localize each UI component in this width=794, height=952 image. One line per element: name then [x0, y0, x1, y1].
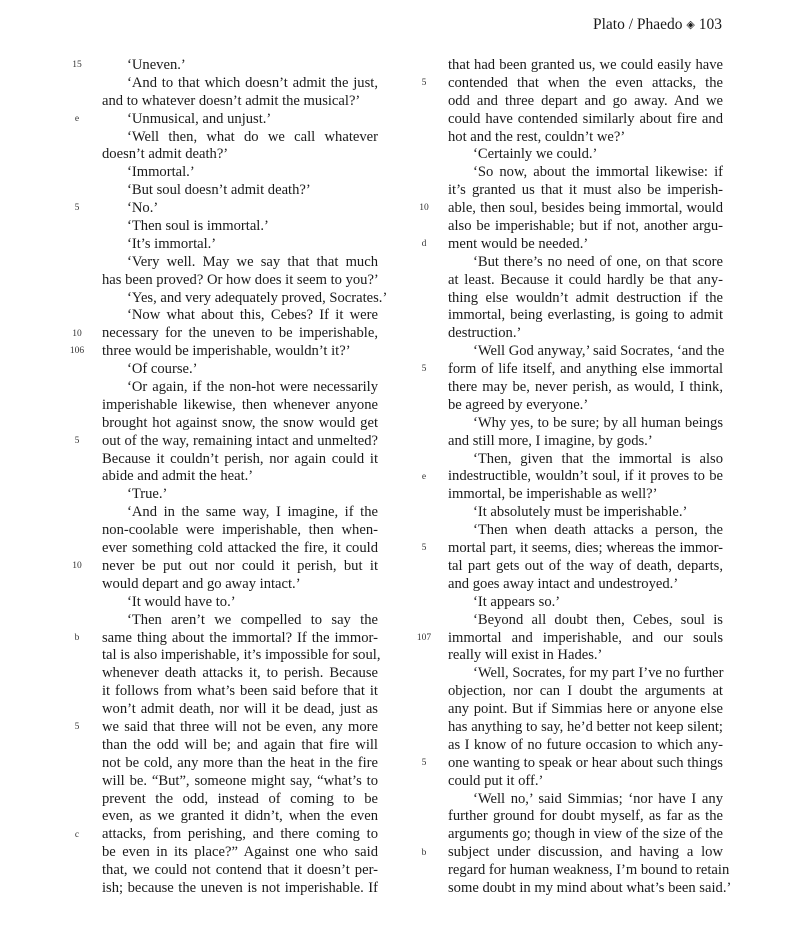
right-text-column [448, 57, 732, 898]
text-line: doesn’t admit death?’ [102, 146, 229, 163]
text-line: and to whatever doesn’t admit the musical?’ [102, 92, 361, 109]
text-line: prevent the odd, instead of coming to be [102, 790, 378, 807]
text-line: imperishable likewise, then whenever anyone [102, 396, 378, 413]
text-line: be agreed by everyone.’ [448, 396, 589, 413]
text-line: also be imperishable; but if not, another argu- [448, 218, 723, 235]
text-line: ‘Immortal.’ [127, 164, 195, 181]
text-line: odd and three depart and go away. And we [448, 92, 723, 109]
text-line: ‘Certainly we could.’ [473, 146, 598, 163]
text-line: form of life itself, and anything else immortal [448, 361, 723, 378]
text-line: really will exist in Hades.’ [448, 647, 603, 664]
page-number: 103 [698, 16, 722, 33]
text-line: ‘Well, Socrates, for my part I’ve no further [473, 665, 724, 682]
text-line: immortal, being everlasting, is going to admit [448, 307, 723, 324]
text-line: brought hot against snow, the snow would get [102, 414, 378, 431]
margin-line-number: 5 [74, 722, 80, 733]
text-line: ‘Unmusical, and unjust.’ [127, 110, 272, 127]
margin-line-number: b [421, 847, 427, 858]
text-line: and still more, I imagine, by gods.’ [448, 432, 653, 449]
margin-line-number: d [421, 239, 427, 249]
margin-line-number: 5 [421, 758, 427, 769]
text-line: that had been granted us, we could easily have [448, 57, 723, 73]
text-line: further ground for doubt myself, as far as the [448, 808, 723, 825]
text-line: would depart and go away intact.’ [102, 575, 301, 592]
text-line: there may be, never perish, as would, I think, [448, 379, 723, 396]
text-line: regard for human weakness, I’m bound to retain [448, 862, 730, 879]
text-line: destruction.’ [448, 325, 522, 342]
text-line: ‘Beyond all doubt then, Cebes, soul is [473, 611, 723, 628]
text-line: ‘Then when death attacks a person, the [473, 522, 723, 539]
text-line: any point. But if Simmias here or anyone else [448, 701, 723, 718]
text-line: three would be imperishable, wouldn’t it?’ [102, 343, 351, 360]
text-line: could put it off.’ [448, 772, 544, 789]
margin-line-number: 10 [419, 203, 429, 214]
text-line: ment would be needed.’ [448, 235, 589, 252]
text-line: ‘Of course.’ [127, 361, 198, 378]
text-line: ‘Then aren’t we compelled to say the [127, 611, 378, 628]
text-line: at least. Because it could hardly be that any- [448, 271, 723, 288]
text-line: ‘Now what about this, Cebes? If it were [127, 307, 378, 324]
text-line: not be cold, any more than the heat in the fire [102, 754, 378, 771]
margin-line-number: 15 [72, 60, 82, 70]
margin-line-number: 10 [72, 561, 82, 572]
text-line: indestructible, wouldn’t soul, if it proves to be [448, 468, 723, 485]
text-line: ‘Yes, and very adequately proved, Socrates.’ [127, 289, 388, 306]
header-separator: / [628, 16, 634, 33]
text-line: ‘Then, given that the immortal is also [473, 450, 723, 467]
margin-line-number: 5 [74, 203, 80, 214]
text-line: be even in its place?” Against one who said [102, 844, 378, 861]
text-line: ‘Very well. May we say that that much [127, 253, 378, 270]
margin-line-number: 5 [74, 435, 80, 446]
text-line: will be. “But”, someone might say, “what’s to [102, 772, 378, 789]
margin-line-number: 5 [421, 364, 427, 375]
text-line: ‘True.’ [127, 486, 168, 503]
text-line: ever something cold attacked the fire, it could [102, 540, 378, 557]
text-line: ‘And in the same way, I imagine, if the [127, 504, 378, 521]
text-line: mortal part, it seems, dies; whereas the immor- [448, 540, 723, 557]
running-header [593, 16, 722, 34]
margin-line-number: 5 [421, 543, 427, 554]
text-line: it follows from what’s been said before that it [102, 683, 378, 700]
text-line: some doubt in my mind about what’s been said.’ [448, 879, 732, 896]
margin-line-number: b [74, 632, 80, 643]
text-line: as I know of no future occasion to which any- [448, 736, 723, 753]
text-line: that, we could not contend that it doesn’t per- [102, 862, 378, 879]
text-line: ‘So now, about the immortal likewise: if [473, 164, 723, 181]
text-line: ‘It absolutely must be imperishable.’ [473, 504, 688, 521]
text-line: ‘Or again, if the non-hot were necessarily [127, 379, 378, 396]
text-line: ‘But there’s no need of one, on that score [473, 253, 723, 270]
left-text-column [102, 57, 388, 898]
text-line: hot and the rest, couldn’t we?’ [448, 128, 626, 145]
text-line: ‘Well no,’ said Simmias; ‘nor have I any [473, 790, 723, 807]
text-line: Because it couldn’t perish, nor again could it [102, 450, 378, 467]
text-line: thing else wouldn’t admit destruction if the [448, 289, 723, 306]
margin-line-number: 106 [69, 346, 85, 357]
text-line: than the odd will be; and again that fire will [102, 736, 378, 753]
text-line: non-coolable were imperishable, then when- [102, 522, 378, 539]
text-line: objection, nor can I doubt the arguments at [448, 683, 723, 700]
text-line: we said that three will not be even, any more [102, 718, 378, 735]
text-line: one wanting to speak or hear about such things [448, 754, 723, 771]
text-line: ‘It’s immortal.’ [127, 235, 217, 252]
text-line: out of the way, remaining intact and unmelted? [102, 432, 378, 449]
text-line: ‘And to that which doesn’t admit the just, [127, 74, 378, 91]
text-line: whenever death attacks it, to perish. Because [102, 665, 378, 682]
text-line: tal is also imperishable, it’s impossible for soul, [102, 647, 381, 664]
text-line: ‘Uneven.’ [127, 57, 186, 73]
text-line: could have contended similarly about fire and [448, 110, 723, 127]
text-line: ‘No.’ [127, 200, 159, 217]
text-line: has anything to say, he’d better not keep silent; [448, 718, 723, 735]
header-work: Phaedo [636, 16, 683, 33]
header-author: Plato [592, 16, 625, 33]
diamond-bullet-icon: ◈ [686, 19, 695, 31]
text-line: ‘But soul doesn’t admit death?’ [127, 182, 311, 199]
text-line: even, as we granted it didn’t, when the even [102, 808, 378, 825]
text-line: it’s granted us that it must also be imperish- [448, 182, 723, 199]
text-line: able, then soul, besides being immortal, would [448, 200, 723, 217]
margin-line-number: 5 [421, 77, 427, 88]
margin-line-number: 10 [72, 328, 82, 339]
text-line: same thing about the immortal? If the immor- [102, 629, 378, 646]
margin-line-number: e [74, 113, 80, 124]
text-line: and goes away intact and undestroyed.’ [448, 575, 679, 592]
text-line: abide and admit the heat.’ [102, 468, 254, 485]
text-line: ‘Why yes, to be sure; by all human beings [473, 414, 723, 431]
text-line: necessary for the uneven to be imperishable, [102, 325, 378, 342]
text-line: tal part gets out of the way of death, departs, [448, 557, 723, 574]
text-line: ‘Well then, what do we call whatever [127, 128, 378, 145]
text-line: arguments go; though in view of the size of the [448, 826, 723, 843]
text-line: contended that when the even attacks, the [448, 74, 723, 91]
text-line: immortal, be imperishable as well?’ [448, 486, 658, 503]
text-line: attacks, from perishing, and there coming to [102, 826, 378, 843]
text-line: won’t admit death, nor will it be dead, just as [102, 701, 378, 718]
margin-line-number: e [421, 471, 427, 482]
margin-line-number: 107 [416, 632, 432, 643]
text-line: ‘Well God anyway,’ said Socrates, ‘and the [473, 343, 725, 360]
margin-line-number: c [74, 829, 80, 840]
text-line: ish; because the uneven is not imperishable. If [102, 879, 378, 896]
text-line: subject under discussion, and having a low [448, 844, 723, 861]
text-line: immortal and imperishable, and our souls [448, 629, 723, 646]
text-line: has been proved? Or how does it seem to you?’ [102, 271, 379, 288]
text-line: ‘It would have to.’ [127, 593, 236, 610]
text-line: never be put out nor could it perish, but it [102, 557, 378, 574]
text-line: ‘It appears so.’ [473, 593, 561, 610]
text-line: ‘Then soul is immortal.’ [127, 218, 269, 235]
